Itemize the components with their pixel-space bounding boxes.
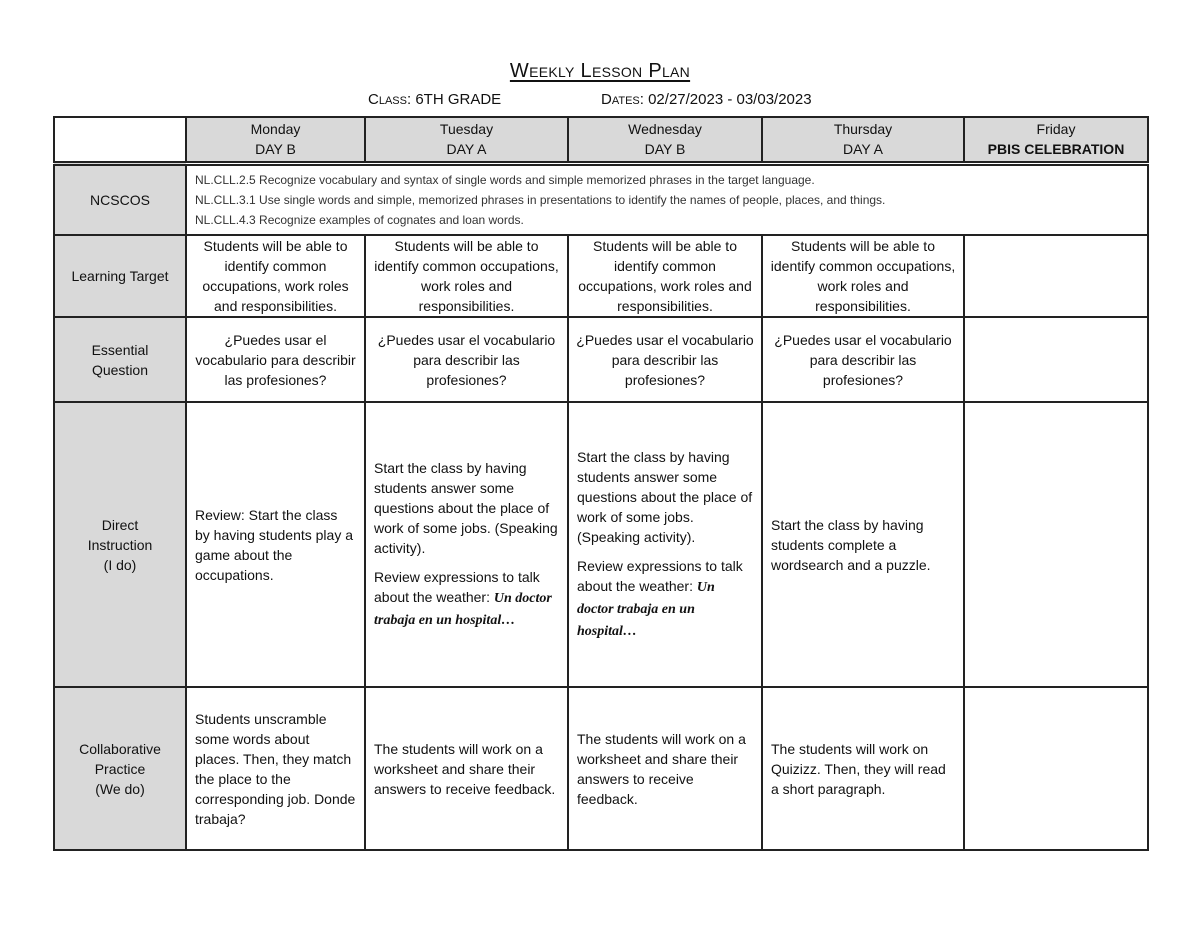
- essential-question-friday: [964, 317, 1148, 402]
- essential-question-thursday: ¿Puedes usar el vocabulario para describir las profesiones?: [762, 317, 964, 402]
- day-name: Tuesday: [439, 121, 494, 138]
- row-collaborative-practice: [54, 687, 1148, 850]
- class-value: 6TH GRADE: [415, 91, 502, 108]
- page-title: Weekly Lesson Plan: [509, 60, 691, 82]
- row-learning-target: [54, 235, 1148, 317]
- paragraph: Start the class by having students answer some questions about the place of work of some jobs. (Speaking activity).: [374, 460, 558, 556]
- row-label-line: Instruction: [87, 536, 153, 553]
- row-label-ncscos: NCSCOS: [54, 163, 186, 235]
- row-label-line: (We do): [95, 780, 145, 797]
- direct-instruction-tuesday: [365, 402, 568, 687]
- row-label-direct-instruction: [54, 402, 186, 687]
- table-header-row: [54, 117, 1148, 163]
- day-sub: PBIS CELEBRATION: [987, 141, 1125, 158]
- class-info: [368, 91, 501, 108]
- direct-instruction-friday: [964, 402, 1148, 687]
- row-ncscos: [54, 163, 1148, 235]
- collaborative-practice-tuesday: The students will work on a worksheet and share their answers to receive feedback.: [365, 687, 568, 850]
- essential-question-wednesday: ¿Puedes usar el vocabulario para describir las profesiones?: [568, 317, 762, 402]
- class-label: Class:: [368, 91, 412, 108]
- row-label-line: Essential: [91, 341, 149, 358]
- dates-info: [601, 91, 812, 108]
- essential-question-tuesday: ¿Puedes usar el vocabulario para describir las profesiones?: [365, 317, 568, 402]
- paragraph: Start the class by having students answer some questions about the place of work of some jobs. (Speaking activity).: [577, 449, 753, 545]
- day-header-thursday: [762, 117, 964, 163]
- row-label-line: (I do): [103, 556, 137, 573]
- direct-instruction-thursday: Start the class by having students complete a wordsearch and a puzzle.: [762, 402, 964, 687]
- row-label-collaborative-practice: [54, 687, 186, 850]
- row-essential-question: [54, 317, 1148, 402]
- standard-line: NL.CLL.3.1 Use single words and simple, memorized phrases in presentations to identify the names of people, places, and things.: [195, 192, 886, 207]
- row-label-line: Question: [91, 361, 149, 378]
- row-label-essential-question: [54, 317, 186, 402]
- lesson-plan-table: [53, 116, 1149, 851]
- standard-line: NL.CLL.4.3 Recognize examples of cognates and loan words.: [195, 212, 524, 227]
- day-sub: DAY A: [843, 141, 883, 158]
- learning-target-friday: [964, 235, 1148, 317]
- learning-target-tuesday: Students will be able to identify common occupations, work roles and responsibilities.: [365, 235, 568, 317]
- collaborative-practice-friday: [964, 687, 1148, 850]
- corner-cell: [54, 117, 186, 163]
- day-name: Thursday: [833, 121, 893, 138]
- day-sub: DAY A: [446, 141, 487, 158]
- paragraph: [374, 567, 559, 631]
- dates-value: 02/27/2023 - 03/03/2023: [648, 91, 812, 108]
- learning-target-monday: Students will be able to identify common occupations, work roles and responsibilities.: [186, 235, 365, 317]
- dates-label: Dates:: [601, 91, 644, 108]
- row-label-learning-target: Learning Target: [54, 235, 186, 317]
- day-name: Monday: [250, 121, 301, 138]
- direct-instruction-wednesday: [568, 402, 762, 687]
- standards-cell: [186, 163, 1148, 235]
- collaborative-practice-monday: Students unscramble some words about places. Then, they match the place to the corresponding job. Donde trabaja?: [186, 687, 365, 850]
- day-name: Friday: [1036, 121, 1076, 138]
- standard-line: NL.CLL.2.5 Recognize vocabulary and syntax of single words and simple memorized phrases in the target language.: [195, 172, 815, 187]
- day-header-wednesday: [568, 117, 762, 163]
- day-sub: DAY B: [644, 141, 686, 158]
- collaborative-practice-wednesday: The students will work on a worksheet and share their answers to receive feedback.: [568, 687, 762, 850]
- learning-target-wednesday: Students will be able to identify common occupations, work roles and responsibilities.: [568, 235, 762, 317]
- day-sub: DAY B: [255, 141, 296, 158]
- paragraph: [577, 556, 753, 642]
- learning-target-thursday: Students will be able to identify common occupations, work roles and responsibilities.: [762, 235, 964, 317]
- collaborative-practice-thursday: The students will work on Quizizz. Then, they will read a short paragraph.: [762, 687, 964, 850]
- day-name: Wednesday: [628, 121, 702, 138]
- day-header-tuesday: [365, 117, 568, 163]
- essential-question-monday: ¿Puedes usar el vocabulario para describir las profesiones?: [186, 317, 365, 402]
- paragraph-text: Review expressions to talk about the weather:: [577, 558, 743, 594]
- row-label-line: Collaborative: [79, 740, 161, 757]
- row-direct-instruction: [54, 402, 1148, 687]
- row-label-line: Practice: [94, 760, 146, 777]
- row-label-line: Direct: [101, 516, 139, 533]
- example-sentence: Un doctor trabaja en un hospital…: [374, 591, 552, 628]
- example-sentence: Un doctor trabaja en un hospital…: [577, 580, 715, 639]
- day-header-monday: [186, 117, 365, 163]
- paragraph-text: Review expressions to talk about the weather:: [374, 569, 540, 605]
- day-header-friday: [964, 117, 1148, 163]
- direct-instruction-monday: Review: Start the class by having students play a game about the occupations.: [186, 402, 365, 687]
